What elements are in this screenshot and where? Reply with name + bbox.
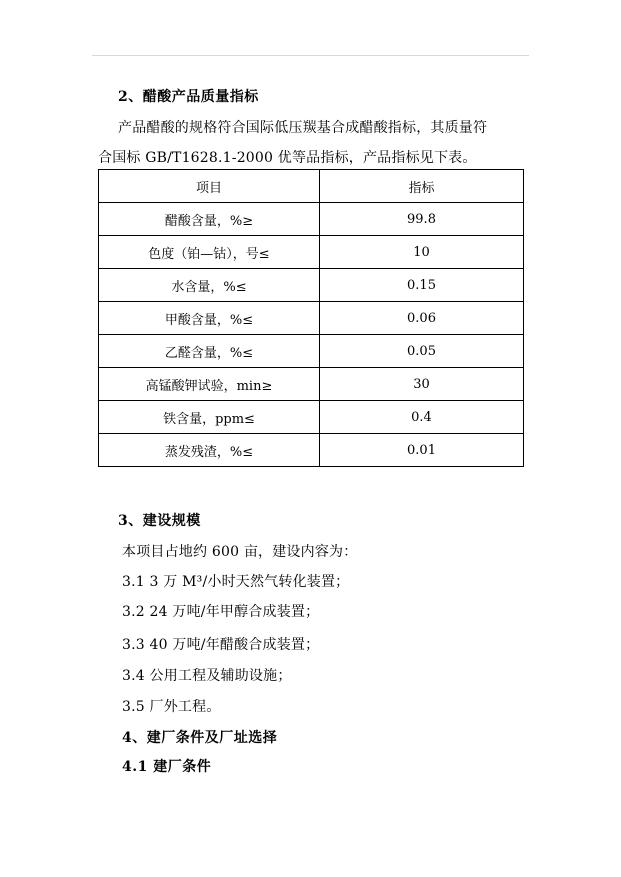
list-item: 3.3 40 万吨/年醋酸合成装置；	[122, 637, 320, 653]
table-cell-item: 高锰酸钾试验，min≥	[99, 368, 320, 401]
section-2-paragraph-line-1: 产品醋酸的规格符合国际低压羰基合成醋酸指标，其质量符	[118, 120, 488, 136]
table-row	[99, 302, 524, 335]
table-cell-item: 蒸发残渣，%≤	[99, 434, 320, 467]
list-item: 3.5 厂外工程。	[122, 699, 221, 715]
table-cell-value: 10	[320, 236, 524, 269]
table-cell-value: 0.06	[320, 302, 524, 335]
table-cell-item: 醋酸含量，%≥	[99, 203, 320, 236]
table-header-value: 指标	[320, 170, 524, 203]
table-row	[99, 368, 524, 401]
table-cell-item: 水含量，%≤	[99, 269, 320, 302]
page-header-rule	[92, 55, 529, 56]
table-cell-item: 铁含量，ppm≤	[99, 401, 320, 434]
table-row	[99, 269, 524, 302]
section-2-heading: 2、醋酸产品质量指标	[118, 89, 259, 105]
table-cell-value: 0.05	[320, 335, 524, 368]
table-cell-value: 99.8	[320, 203, 524, 236]
table-header-row	[99, 170, 524, 203]
acetic-acid-quality-table	[98, 169, 524, 467]
section-4-1-subheading: 4.1 建厂条件	[122, 759, 212, 775]
table-header-item: 项目	[99, 170, 320, 203]
list-item: 3.4 公用工程及辅助设施；	[122, 668, 292, 684]
list-item: 3.2 24 万吨/年甲醇合成装置；	[122, 604, 320, 620]
section-3-intro: 本项目占地约 600 亩，建设内容为：	[122, 544, 358, 560]
section-2-paragraph-line-2: 合国标 GB/T1628.1-2000 优等品指标，产品指标见下表。	[98, 150, 477, 166]
table-cell-item: 乙醛含量，%≤	[99, 335, 320, 368]
table-row	[99, 236, 524, 269]
table-row	[99, 203, 524, 236]
table-row	[99, 401, 524, 434]
list-item: 3.1 3 万 M³/小时天然气转化装置；	[122, 574, 350, 590]
section-4-heading: 4、建厂条件及厂址选择	[122, 730, 278, 746]
table-cell-value: 30	[320, 368, 524, 401]
table-cell-value: 0.4	[320, 401, 524, 434]
table-row	[99, 335, 524, 368]
table-row	[99, 434, 524, 467]
table-cell-value: 0.15	[320, 269, 524, 302]
table-cell-item: 色度（铂—钴），号≤	[99, 236, 320, 269]
table-cell-value: 0.01	[320, 434, 524, 467]
section-3-heading: 3、建设规模	[118, 513, 201, 529]
table-cell-item: 甲酸含量，%≤	[99, 302, 320, 335]
